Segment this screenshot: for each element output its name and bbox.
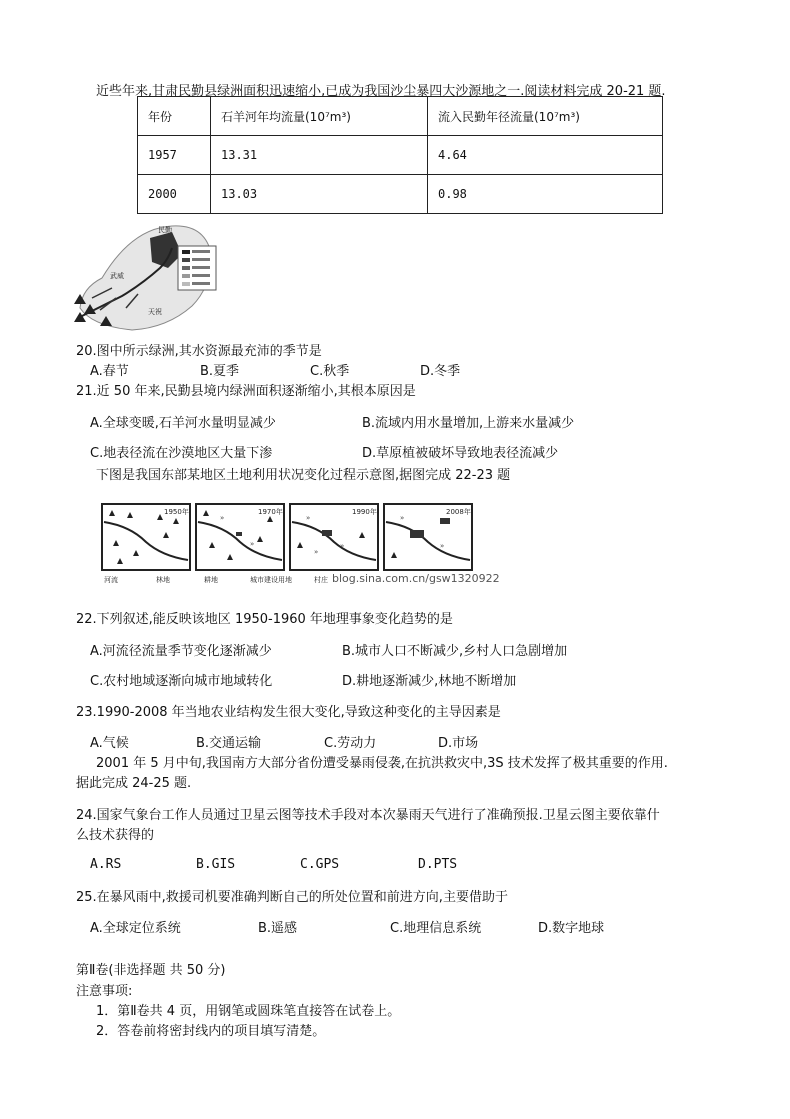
q23-option-b[interactable]: B.交通运输 xyxy=(196,736,262,751)
year-label: 2008年 xyxy=(446,508,471,516)
table-cell: 2000 xyxy=(138,175,211,214)
watermark: blog.sina.com.cn/gsw1320922 xyxy=(332,572,500,585)
q21-option-c[interactable]: C.地表径流在沙漠地区大量下渗 xyxy=(90,446,273,461)
q20-option-d[interactable]: D.冬季 xyxy=(420,364,461,379)
table-row xyxy=(138,136,663,175)
q23-stem: 23.1990-2008 年当地农业结构发生很大变化,导致这种变化的主导因素是 xyxy=(76,705,501,720)
q20-option-b[interactable]: B.夏季 xyxy=(200,364,240,379)
svg-text:»: » xyxy=(340,542,345,550)
q22-option-d[interactable]: D.耕地逐渐减少,林地不断增加 xyxy=(342,674,517,689)
panel-1970 xyxy=(196,504,284,570)
svg-text:»: » xyxy=(250,540,255,548)
intro3-line1: 2001 年 5 月中旬,我国南方大部分省份遭受暴雨侵袭,在抗洪救灾中,3S 技术发挥了极其重要的作用. xyxy=(96,756,668,771)
svg-text:»: » xyxy=(220,514,225,522)
q24-option-d[interactable]: D.PTS xyxy=(418,857,458,872)
legend-river: 河流 xyxy=(104,576,118,584)
map-label: 天祝 xyxy=(148,308,162,316)
q22-option-a[interactable]: A.河流径流量季节变化逐渐减少 xyxy=(90,644,272,659)
land-use-map xyxy=(100,502,540,594)
intro3-line2: 据此完成 24-25 题. xyxy=(76,776,192,791)
q25-option-b[interactable]: B.遥感 xyxy=(258,921,298,936)
table-cell: 0.98 xyxy=(428,175,663,214)
oasis-map xyxy=(72,218,222,336)
intro2-text: 下图是我国东部某地区土地利用状况变化过程示意图,据图完成 22-23 题 xyxy=(96,468,511,483)
table-cell: 13.03 xyxy=(211,175,428,214)
svg-text:»: » xyxy=(314,548,319,556)
table-header: 年份 xyxy=(138,97,211,136)
year-label: 1970年 xyxy=(258,508,283,516)
table-header-row xyxy=(138,97,663,136)
q24-option-c[interactable]: C.GPS xyxy=(300,857,340,872)
table-header: 石羊河年均流量(10⁷m³) xyxy=(211,97,428,136)
legend-forest: 林地 xyxy=(156,576,170,584)
q21-option-a[interactable]: A.全球变暖,石羊河水量明显减少 xyxy=(90,416,276,431)
q23-option-c[interactable]: C.劳动力 xyxy=(324,736,377,751)
data-table xyxy=(137,96,663,214)
q25-option-d[interactable]: D.数字地球 xyxy=(538,921,605,936)
legend-urban: 城市建设用地 xyxy=(250,576,292,584)
intro-text: 近些年来,甘肃民勤县绿洲面积迅速缩小,已成为我国沙尘暴四大沙源地之一.阅读材料完成 20-21 题. xyxy=(96,84,666,99)
q24-option-b[interactable]: B.GIS xyxy=(196,857,236,872)
q22-stem: 22.下列叙述,能反映该地区 1950-1960 年地理事象变化趋势的是 xyxy=(76,612,453,627)
map-label: 民勤 xyxy=(158,226,172,234)
q24-stem-line2: 么技术获得的 xyxy=(76,828,155,843)
q22-option-b[interactable]: B.城市人口不断减少,乡村人口急剧增加 xyxy=(342,644,568,659)
year-label: 1950年 xyxy=(164,508,189,516)
table-cell: 1957 xyxy=(138,136,211,175)
legend-village: 村庄 xyxy=(314,576,328,584)
q21-stem: 21.近 50 年来,民勤县境内绿洲面积逐渐缩小,其根本原因是 xyxy=(76,384,416,399)
q21-option-d[interactable]: D.草原植被破坏导致地表径流减少 xyxy=(362,446,559,461)
map-legend xyxy=(104,575,328,584)
q25-option-c[interactable]: C.地理信息系统 xyxy=(390,921,482,936)
panel-2008 xyxy=(384,504,472,570)
q20-stem: 20.图中所示绿洲,其水资源最充沛的季节是 xyxy=(76,344,322,359)
q21-option-b[interactable]: B.流域内用水量增加,上游来水量减少 xyxy=(362,416,575,431)
svg-text:»: » xyxy=(400,514,405,522)
table-cell: 13.31 xyxy=(211,136,428,175)
q23-option-a[interactable]: A.气候 xyxy=(90,736,129,751)
q20-option-c[interactable]: C.秋季 xyxy=(310,364,350,379)
q22-option-c[interactable]: C.农村地域逐渐向城市地域转化 xyxy=(90,674,273,689)
part2-item-1: 1．第Ⅱ卷共 4 页，用钢笔或圆珠笔直接答在试卷上。 xyxy=(96,1004,401,1019)
map-label: 武威 xyxy=(110,272,124,280)
year-label: 1990年 xyxy=(352,508,377,516)
part2-notice: 注意事项: xyxy=(76,984,133,999)
q25-stem: 25.在暴风雨中,救援司机要准确判断自己的所处位置和前进方向,主要借助于 xyxy=(76,890,508,905)
panel-1990 xyxy=(290,504,378,570)
table-cell: 4.64 xyxy=(428,136,663,175)
q24-option-a[interactable]: A.RS xyxy=(90,857,122,872)
q20-option-a[interactable]: A.春节 xyxy=(90,364,129,379)
legend-farmland: 耕地 xyxy=(204,576,218,584)
part2-item-2: 2．答卷前将密封线内的项目填写清楚。 xyxy=(96,1024,326,1039)
q25-option-a[interactable]: A.全球定位系统 xyxy=(90,921,181,936)
svg-text:»: » xyxy=(306,514,311,522)
table-row xyxy=(138,175,663,214)
table-header: 流入民勤年径流量(10⁷m³) xyxy=(428,97,663,136)
part2-title: 第Ⅱ卷(非选择题 共 50 分) xyxy=(76,963,226,978)
panel-1950 xyxy=(102,504,190,570)
q24-stem-line1: 24.国家气象台工作人员通过卫星云图等技术手段对本次暴雨天气进行了准确预报.卫星云图主要依靠什 xyxy=(76,808,660,823)
q23-option-d[interactable]: D.市场 xyxy=(438,736,479,751)
svg-text:»: » xyxy=(440,542,445,550)
